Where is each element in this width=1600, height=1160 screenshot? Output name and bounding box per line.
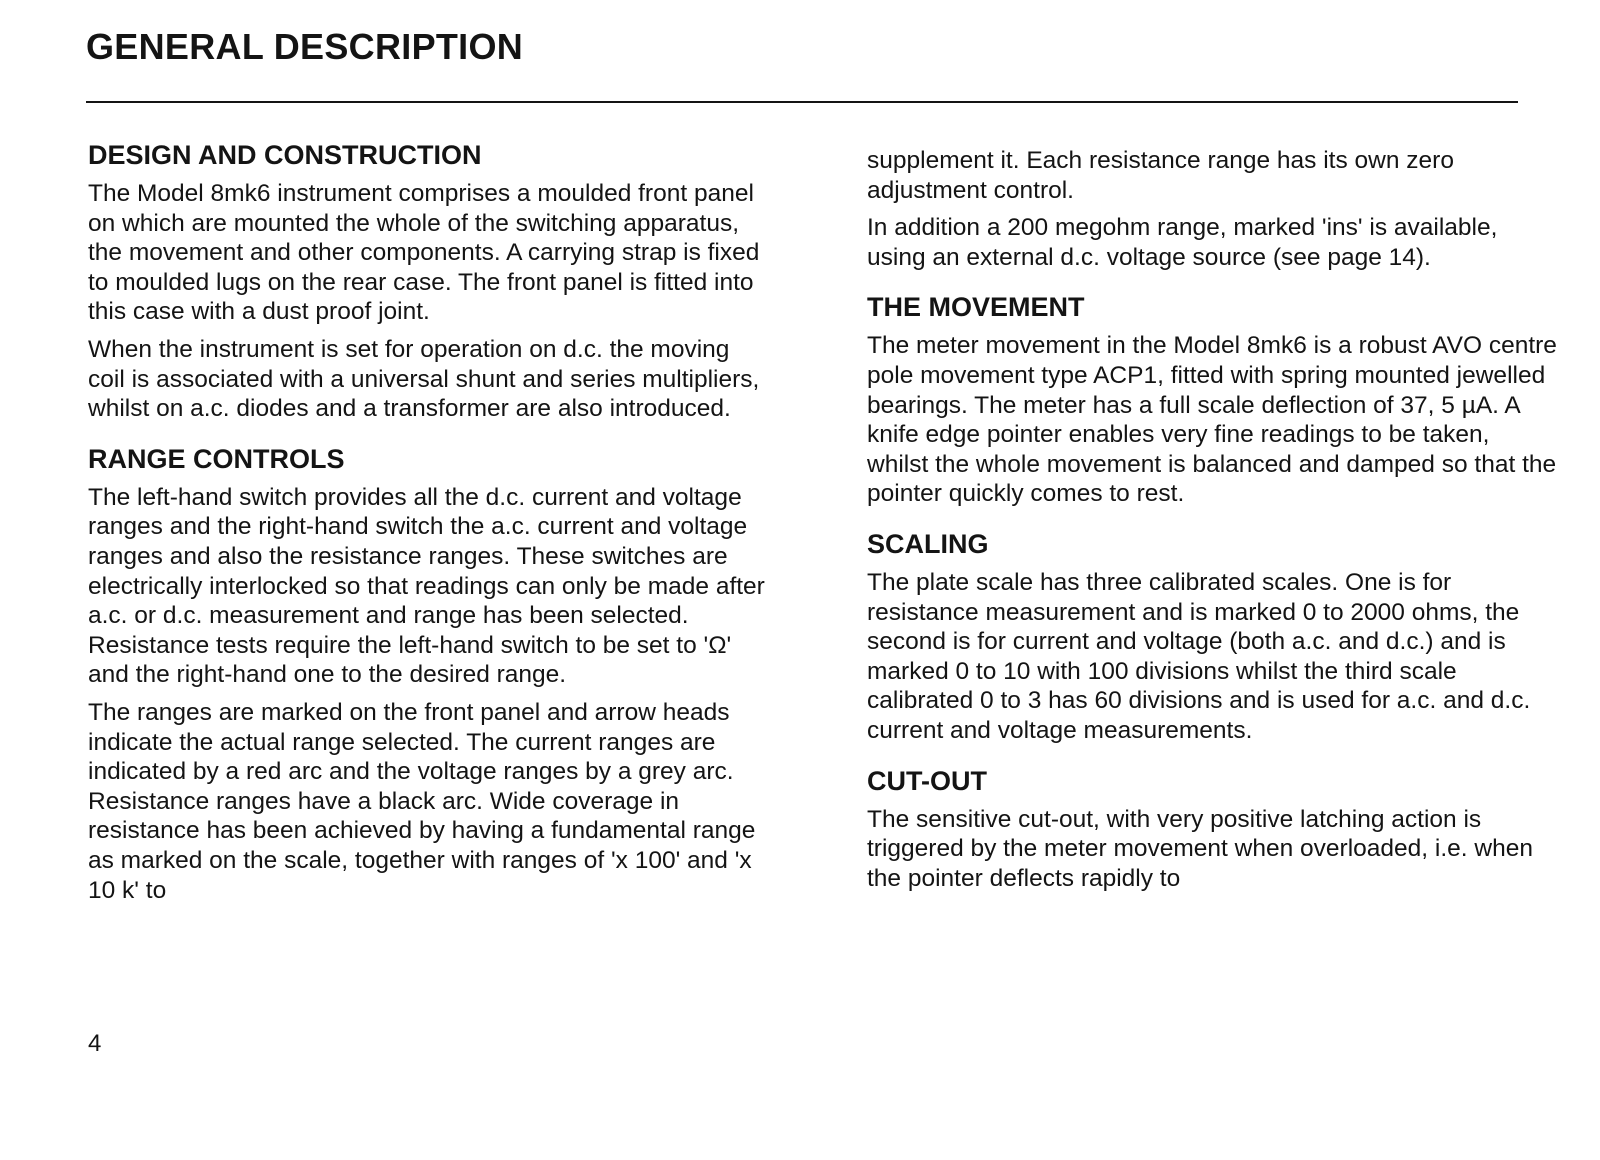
paragraph: When the instrument is set for operation on d.c. the moving coil is associated with a universal shunt and series multipliers, whilst on a.c. diodes and a transformer are also introduced. [88, 336, 760, 423]
section-design-and-construction [88, 140, 768, 424]
section-heading: DESIGN AND CONSTRUCTION [88, 140, 482, 170]
section-heading: CUT-OUT [867, 765, 987, 796]
paragraph: The plate scale has three calibrated scales. One is for resistance measurement and is marked 0 to 2000 ohms, the second is for current and voltage (both a.c. and d.c.) and is marked 0 to 10 with 100 divisions whilst the third scale calibrated 0 to 3 has 60 divisions and is used for a.c. and d.c. current and voltage measurements. [867, 569, 1531, 744]
section-heading: RANGE CONTROLS [88, 443, 345, 474]
page-number: 4 [88, 1030, 102, 1057]
paragraph: supplement it. Each resistance range has its own zero adjustment control. [867, 147, 1454, 204]
title-divider [86, 101, 1518, 103]
section-range-controls [88, 444, 768, 905]
section-continued [867, 146, 1557, 272]
right-column [867, 140, 1557, 913]
section-scaling [867, 529, 1557, 746]
section-the-movement [867, 292, 1557, 509]
section-heading: THE MOVEMENT [867, 292, 1085, 323]
paragraph: In addition a 200 megohm range, marked 'ins' is available, using an external d.c. voltage source (see page 14). [867, 214, 1498, 271]
paragraph: The left-hand switch provides all the d.c. current and voltage ranges and the right-hand switch the a.c. current and voltage ranges and also the resistance ranges. These switches are electrically interlocked so that readings can only be made after a.c. or d.c. measurement and range has been selected. Resistance tests require the left-hand switch to be set to 'Ω' and the right-hand one to the desired range. [88, 483, 765, 689]
paragraph: The Model 8mk6 instrument comprises a moulded front panel on which are mounted the whole of the switching apparatus, the movement and other components. A carrying strap is fixed to moulded lugs on the rear case. The front panel is fitted into this case with a dust proof joint. [88, 180, 760, 326]
paragraph: The ranges are marked on the front panel and arrow heads indicate the actual range selected. The current ranges are indicated by a red arc and the voltage ranges by a grey arc. Resistance ranges have a black arc. Wide coverage in resistance has been achieved by having a fundamental range as marked on the scale, together with ranges of 'x 100' and 'x 10 k' to [88, 699, 756, 904]
page-title: GENERAL DESCRIPTION [86, 26, 524, 67]
section-cut-out [867, 766, 1557, 894]
paragraph: The meter movement in the Model 8mk6 is a robust AVO centre pole movement type ACP1, fitted with spring mounted jewelled bearings. The meter has a full scale deflection of 37, 5 µA. A knife edge pointer enables very fine readings to be taken, whilst the whole movement is balanced and damped so that the pointer quickly comes to rest. [867, 332, 1557, 508]
section-heading: SCALING [867, 528, 989, 559]
paragraph: The sensitive cut-out, with very positive latching action is triggered by the meter movement when overloaded, i.e. when the pointer deflects rapidly to [867, 805, 1533, 892]
left-column [88, 140, 768, 925]
